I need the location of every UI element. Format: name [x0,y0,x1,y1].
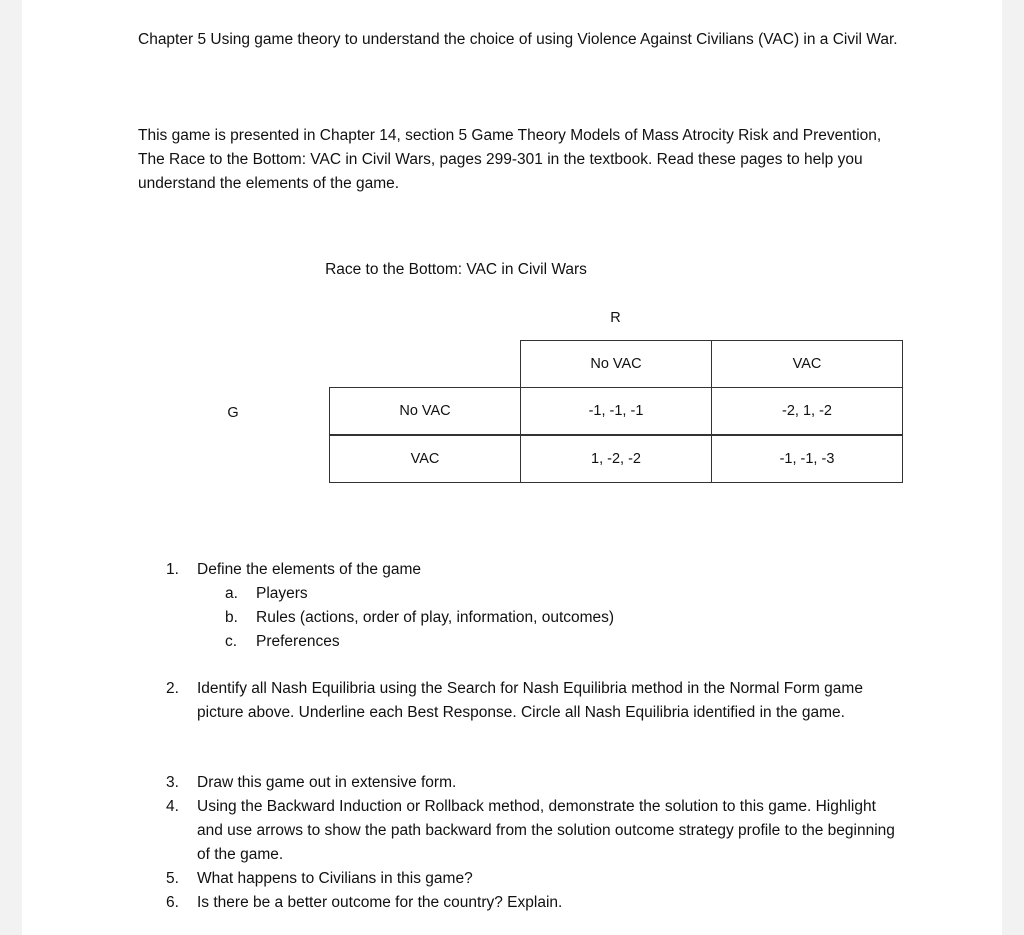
list-number: 6. [166,894,179,911]
payoff-cell: -1, -1, -3 [711,435,903,483]
list-item [166,795,906,867]
sub-text: Rules (actions, order of play, information, outcomes) [256,609,615,626]
list-item [166,891,906,915]
chapter-heading: Chapter 5 Using game theory to understand the choice of using Violence Against Civilians (VAC) in a Civil War. [138,31,898,48]
question-text: Define the elements of the game [197,561,422,578]
sub-label: b. [225,609,238,626]
table-title: Race to the Bottom: VAC in Civil Wars [325,261,587,278]
list-item [166,771,906,795]
sub-item [166,606,906,630]
row-header-no-vac: No VAC [329,387,521,435]
list-number: 2. [166,680,179,697]
question-text: Using the Backward Induction or Rollback method, demonstrate the solution to this game. Highlight and use arrows to show the path backward from the solution outcome strategy profile to the beginning of the game. [197,798,895,863]
document-page [22,0,1002,935]
list-number: 4. [166,798,179,815]
sub-text: Preferences [256,633,340,650]
question-text: Identify all Nash Equilibria using the Search for Nash Equilibria method in the Normal Form game picture above. Underline each Best Response. Circle all Nash Equilibria identified in the game. [197,680,863,721]
list-number: 5. [166,870,179,887]
question-1-block [166,558,906,654]
question-text: What happens to Civilians in this game? [197,870,473,887]
list-number: 3. [166,774,179,791]
column-player-label: R [610,310,621,326]
question-text: Is there be a better outcome for the country? Explain. [197,894,563,911]
intro-paragraph: This game is presented in Chapter 14, section 5 Game Theory Models of Mass Atrocity Risk and Prevention, The Race to the Bottom: VAC in Civil Wars, pages 299-301 in the textbook. Read these pages to help you understand the elements of the game. [138,127,882,192]
sub-text: Players [256,585,308,602]
column-header-no-vac: No VAC [520,340,712,388]
question-3-6-block [166,771,906,915]
sub-item [166,582,906,606]
row-player-label: G [227,405,239,421]
list-item [166,558,906,582]
list-item [166,677,906,725]
list-item [166,867,906,891]
sub-label: c. [225,633,238,650]
row-header-vac: VAC [329,435,521,483]
list-number: 1. [166,561,179,578]
column-header-vac: VAC [711,340,903,388]
question-text: Draw this game out in extensive form. [197,774,457,791]
payoff-cell: -2, 1, -2 [711,387,903,435]
question-2-block [166,677,906,725]
payoff-cell: 1, -2, -2 [520,435,712,483]
sub-label: a. [225,585,238,602]
sub-item [166,630,906,654]
payoff-cell: -1, -1, -1 [520,387,712,435]
